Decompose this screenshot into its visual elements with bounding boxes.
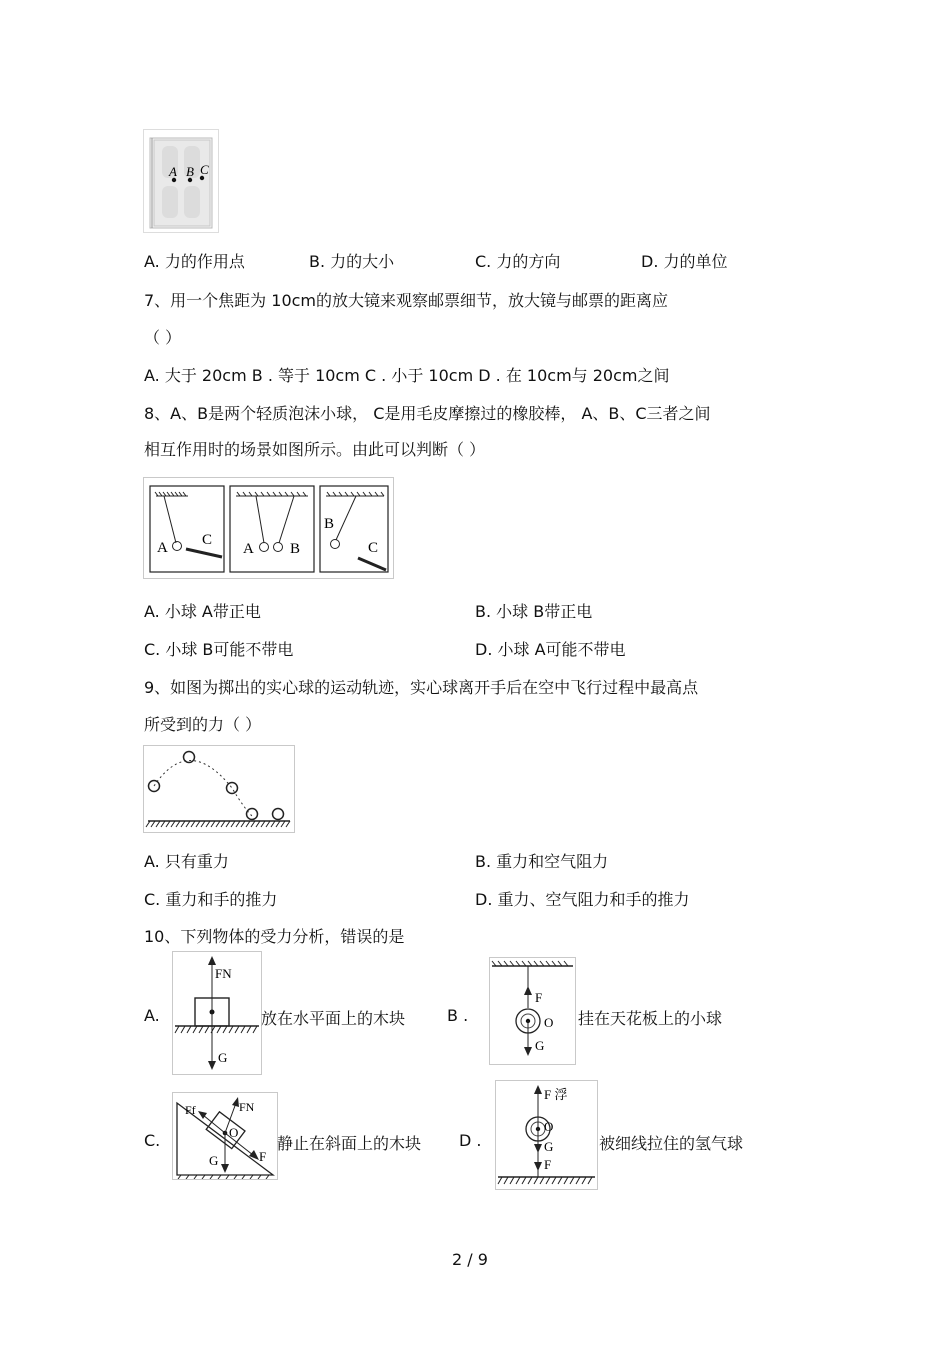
q8-p2-label-a: A xyxy=(243,541,254,557)
q10-b-figure xyxy=(489,957,576,1065)
q10-c-g-label: G xyxy=(209,1153,219,1168)
q10-stem: 10、下列物体的受力分析，错误的是 xyxy=(144,927,405,946)
q6-label-b: B xyxy=(186,164,194,179)
q6-label-c: C xyxy=(200,162,209,177)
q10-c-text: 静止在斜面上的木块 xyxy=(277,1134,422,1153)
q10-d-o-label: O xyxy=(544,1119,554,1134)
q7-stem-line1: 7、用一个焦距为 10cm的放大镜来观察邮票细节，放大镜与邮票的距离应 xyxy=(144,291,669,310)
q8-option-b: B. 小球 B带正电 xyxy=(475,602,593,621)
q10-c-f-label: F xyxy=(259,1149,267,1164)
q10-a-fn-label: FN xyxy=(215,966,232,981)
q6-option-b: B. 力的大小 xyxy=(309,252,395,271)
q10-a-text: 放在水平面上的木块 xyxy=(261,1009,406,1028)
q9-stem-line1: 9、如图为掷出的实心球的运动轨迹，实心球离开手后在空中飞行过程中最高点 xyxy=(144,678,699,697)
q10-d-text: 被细线拉住的氢气球 xyxy=(599,1134,744,1153)
q6-option-c: C. 力的方向 xyxy=(475,252,561,271)
q8-p1-label-a: A xyxy=(157,540,168,556)
q9-option-b: B. 重力和空气阻力 xyxy=(475,852,609,871)
q8-p3-label-b: B xyxy=(324,516,335,532)
q6-label-a: A xyxy=(169,164,177,179)
q8-p2-label-b: B xyxy=(290,541,301,557)
q10-b-o-label: O xyxy=(544,1015,554,1030)
q8-option-c: C. 小球 B可能不带电 xyxy=(144,640,294,659)
q9-trajectory-figure xyxy=(143,745,295,833)
q7-options: A. 大于 20cm B . 等于 10cm C . 小于 10cm D . 在 10cm与 20cm之间 xyxy=(144,366,670,385)
q10-a-figure xyxy=(172,951,262,1075)
q10-b-letter: B . xyxy=(447,1006,469,1025)
q10-a-g-label: G xyxy=(218,1050,228,1065)
q8-option-a: A. 小球 A带正电 xyxy=(144,602,261,621)
q10-d-figure xyxy=(495,1080,598,1190)
q8-p3-label-c: C xyxy=(368,540,379,556)
q10-d-letter: D . xyxy=(459,1131,482,1150)
q10-d-f-label: F xyxy=(544,1157,552,1172)
page-number: 2 / 9 xyxy=(452,1250,488,1269)
q10-c-fn-label: FN xyxy=(239,1100,255,1114)
q9-option-d: D. 重力、空气阻力和手的推力 xyxy=(475,890,690,909)
q6-option-a: A. 力的作用点 xyxy=(144,252,245,271)
q9-stem-line2: 所受到的力（ ） xyxy=(144,715,262,734)
q10-c-ff-label: Ff xyxy=(185,1103,196,1117)
q8-p1-label-c: C xyxy=(202,532,213,548)
q10-c-figure xyxy=(172,1092,278,1180)
q10-d-fbuoy-label: F 浮 xyxy=(544,1087,568,1102)
q10-a-letter: A. xyxy=(144,1006,160,1025)
q6-door-figure xyxy=(143,129,219,233)
q9-option-c: C. 重力和手的推力 xyxy=(144,890,278,909)
q8-stem-line2: 相互作用时的场景如图所示。由此可以判断（ ） xyxy=(144,440,486,459)
q8-stem-line1: 8、A、B是两个轻质泡沫小球， C是用毛皮摩擦过的橡胶棒， A、B、C三者之间 xyxy=(144,404,711,423)
q10-c-o-label: O xyxy=(229,1125,239,1140)
q10-d-g-label: G xyxy=(544,1139,554,1154)
q6-option-d: D. 力的单位 xyxy=(641,252,728,271)
q9-option-a: A. 只有重力 xyxy=(144,852,229,871)
q10-b-g-label: G xyxy=(535,1038,545,1053)
q10-c-letter: C. xyxy=(144,1131,161,1150)
q7-stem-line2: （ ） xyxy=(144,328,182,347)
q8-charge-figure xyxy=(143,477,394,579)
q10-b-f-label: F xyxy=(535,990,543,1005)
q10-b-text: 挂在天花板上的小球 xyxy=(578,1009,723,1028)
q8-option-d: D. 小球 A可能不带电 xyxy=(475,640,626,659)
